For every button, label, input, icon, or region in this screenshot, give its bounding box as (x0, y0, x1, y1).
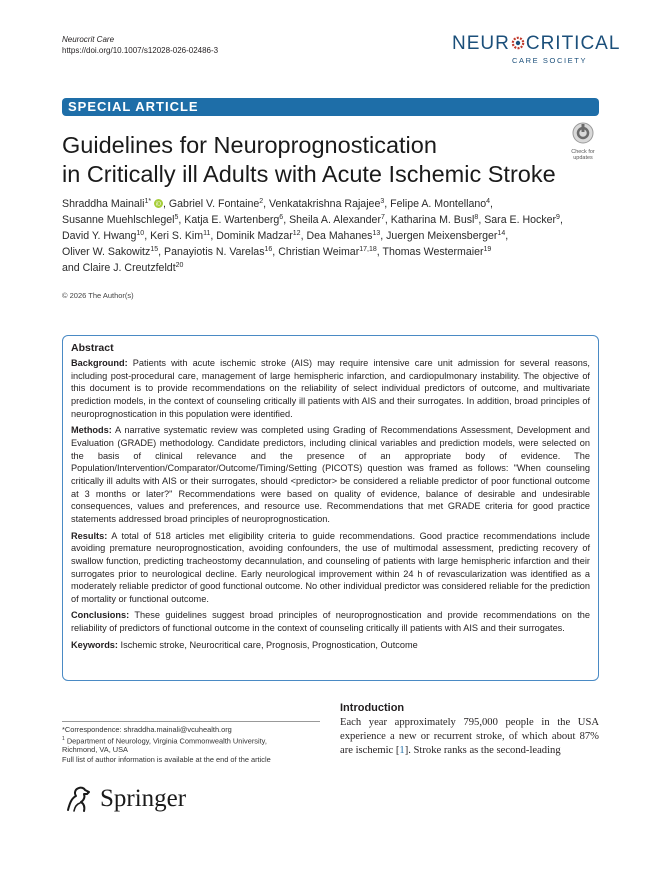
author-name[interactable]: David Y. Hwang (62, 230, 137, 243)
citation-link[interactable]: 1 (399, 745, 405, 757)
author-affiliation: 2 (259, 198, 264, 205)
author-affiliation: 7 (380, 214, 385, 222)
author-affiliation: 6 (279, 214, 284, 222)
author-affiliation: 3 (380, 198, 385, 205)
author-affiliation: 16 (264, 246, 273, 254)
journal-name: Neurocrit Care (62, 35, 115, 44)
author-affiliation: 19 (483, 246, 492, 254)
svg-text:iD: iD (155, 201, 162, 208)
affiliation-note: $^1$ Department of Neurology, Virginia Commonwealth University, (62, 736, 267, 746)
author-name[interactable]: Sheila A. Alexander (289, 214, 381, 227)
article-type-banner: SPECIAL ARTICLE (62, 98, 599, 116)
introduction-heading: Introduction (340, 702, 405, 714)
author-affiliation: 15 (150, 246, 159, 254)
logo-text-right: CRITICAL (525, 33, 621, 54)
abstract-results: Results: A total of 518 articles met eligibility criteria to guide recommendations. Good practice recommendations include avoiding premature neuroprognostication, avoiding confounders, the use of multimodal assessment, predicting recovery of swallow function, predicting tracheostomy decannulation, and counseling of patients with large hemispheric infarction and their surrogates prior to neurological decline. Early neurological improvement within 24 h of revascularization was identified as a moderately reliable predictor of good functional outcome. No other individual predictor was considered reliable for the prediction of mortality or functional outcome. (71, 530, 590, 604)
title-line-1: Guidelines for Neuroprognostication (62, 132, 437, 158)
abstract-conclusions: Conclusions: These guidelines suggest broad principles of neuroprognostication and provide recommendations on the reliability of predictors of functional outcome in the context of counseling critically ill patients with AIS and their surrogates. (71, 610, 590, 634)
abstract-heading: Abstract (71, 342, 114, 354)
abstract-background: Background: Patients with acute ischemic stroke (AIS) may require intensive care unit admission for several reasons, including post-procedural care, management of large hemispheric infarction, and cardiopulmonary instability. The objective of this document is to provide recommendations on the reliability of select individual predictors of outcome, and multivariate prediction models, in the context of counseling critically ill patients with AIS and their surrogates. In addition, broad principles of neuroprognostication in this population were identified. (71, 358, 590, 419)
author-affiliation: 11 (203, 230, 211, 238)
author-name[interactable]: Keri S. Kim (150, 230, 204, 243)
introduction-paragraph: Each year approximately 795,000 people in the USA experience a new or recurrent stroke, of which about 87% are ischemic [1]. Stroke ranks as the second-leading (340, 717, 599, 757)
author-name[interactable]: Shraddha Mainali (62, 198, 145, 210)
author-name[interactable]: Oliver W. Sakowitz (62, 246, 151, 259)
author-name[interactable]: Katharina M. Busl (390, 214, 475, 227)
check-updates-line2: updates (573, 155, 593, 161)
author-name[interactable]: Susanne Muehlschlegel (62, 214, 175, 227)
section-label: Methods: (71, 425, 112, 436)
author-name[interactable]: Thomas Westermaier (382, 246, 484, 259)
check-for-updates-badge[interactable] (565, 122, 601, 161)
author-affiliation: 5 (174, 214, 179, 222)
correspondence-note[interactable]: *Correspondence: shraddha.mainali@vcuhealth.org (62, 725, 232, 734)
footnote-divider (62, 721, 320, 722)
author-name[interactable]: and Claire J. Creutzfeldt (62, 262, 176, 275)
doi-link[interactable]: https://doi.org/10.1007/s12028-026-02486-3 (62, 46, 219, 55)
author-name[interactable]: Felipe A. Montellano (390, 198, 487, 210)
author-affiliation: 20 (175, 262, 184, 270)
logo-subtitle: CARE SOCIETY (512, 56, 588, 65)
author-name[interactable]: Juergen Meixensberger (386, 230, 498, 243)
author-name[interactable]: Sara E. Hocker (484, 214, 557, 227)
full-author-info-note: Full list of author information is available at the end of the article (62, 755, 271, 764)
copyright-notice: © 2026 The Author(s) (62, 291, 134, 300)
check-updates-line1: Check for (571, 149, 595, 155)
orcid-icon[interactable] (154, 199, 163, 208)
author-name[interactable]: Gabriel V. Fontaine (168, 198, 260, 210)
springer-logo (62, 784, 187, 814)
author-list: Shraddha Mainali$^{1*}$ iD , Gabriel V. Fontaine$^2$, Venkatakrishna Rajajee$^3$, Felipe A. Montellano$^4$, Susanne Muehlschlegel$^5$, Katja E. Wartenberg$^6$, Sheila A. Alexander$^7$, Katharina M. Busl$^8$, Sara E. Hocker$^9$, David Y. Hwang$^{10}$, Keri S. Kim$^{11}$, Dominik Madzar$^{12}$, Dea Mahanes$^{13}$, Juergen Meixensberger$^{14}$, Oliver W. Sakowitz$^{15}$, Panayiotis N. Varelas$^{16}$, Christian Weimar$^{17,18}$, Thomas Westermaier$^{19}$ and Claire J. Creutzfeldt$^{20}$ (62, 198, 563, 275)
author-name[interactable]: Katja E. Wartenberg (184, 214, 280, 227)
affiliation-location: Richmond, VA, USA (62, 745, 128, 754)
abstract-keywords: Keywords: Ischemic stroke, Neurocritical care, Prognosis, Prognostication, Outcome (71, 639, 418, 650)
publisher-name: Springer (100, 785, 187, 812)
author-affiliation: 10 (136, 230, 145, 238)
author-affiliation: 8 (474, 214, 479, 222)
ncs-logo (452, 33, 621, 71)
article-title (62, 131, 562, 189)
author-affiliation: 13 (372, 230, 381, 238)
author-name[interactable]: Dea Mahanes (306, 230, 373, 243)
abstract-methods: Methods: A narrative systematic review was completed using Grading of Recommendations Assessment, Development and Evaluation (GRADE) methodology. Candidate predictors, including clinical variables and prediction models, were selected on the basis of clinical relevance and the presence of an appropriate body of evidence. The Population/Intervention/Comparator/Outcome/Timing/Setting (PICOTS) question was framed as follows: "When counseling critically ill adults with AIS or their surrogates, should <predictor> be considered a reliable predictor of poor functional outcome at 3 months or later?" Recommendations were based on quality of evidence, balance of desirable and undesirable consequences, values and preferences, and resource use. Recommendations that met GRADE criteria for good practice statements addressed broad principles of neuroprognostication. (71, 425, 591, 524)
author-name[interactable]: Venkatakrishna Rajajee (269, 198, 381, 210)
author-name[interactable]: Christian Weimar (278, 246, 360, 259)
section-label: Background: (71, 358, 128, 368)
title-line-2: in Critically ill Adults with Acute Ischemic Stroke (62, 161, 556, 187)
author-affiliation: 1* (144, 198, 152, 205)
section-label: Keywords: (71, 639, 118, 650)
author-affiliation: 17,18 (359, 246, 377, 254)
abstract-box (62, 335, 599, 681)
logo-text-left: NEUR (452, 33, 510, 54)
check-updates-icon (572, 122, 594, 144)
brain-gear-icon (510, 35, 526, 51)
section-label: Results: (71, 530, 108, 541)
author-name[interactable]: Dominik Madzar (216, 230, 293, 243)
author-name[interactable]: Panayiotis N. Varelas (164, 246, 265, 259)
author-affiliation: 9 (556, 214, 560, 222)
section-label: Conclusions: (71, 610, 130, 621)
springer-horse-icon (62, 784, 94, 814)
author-affiliation: 4 (486, 198, 491, 205)
author-affiliation: 12 (292, 230, 301, 238)
author-affiliation: 14 (497, 230, 506, 238)
